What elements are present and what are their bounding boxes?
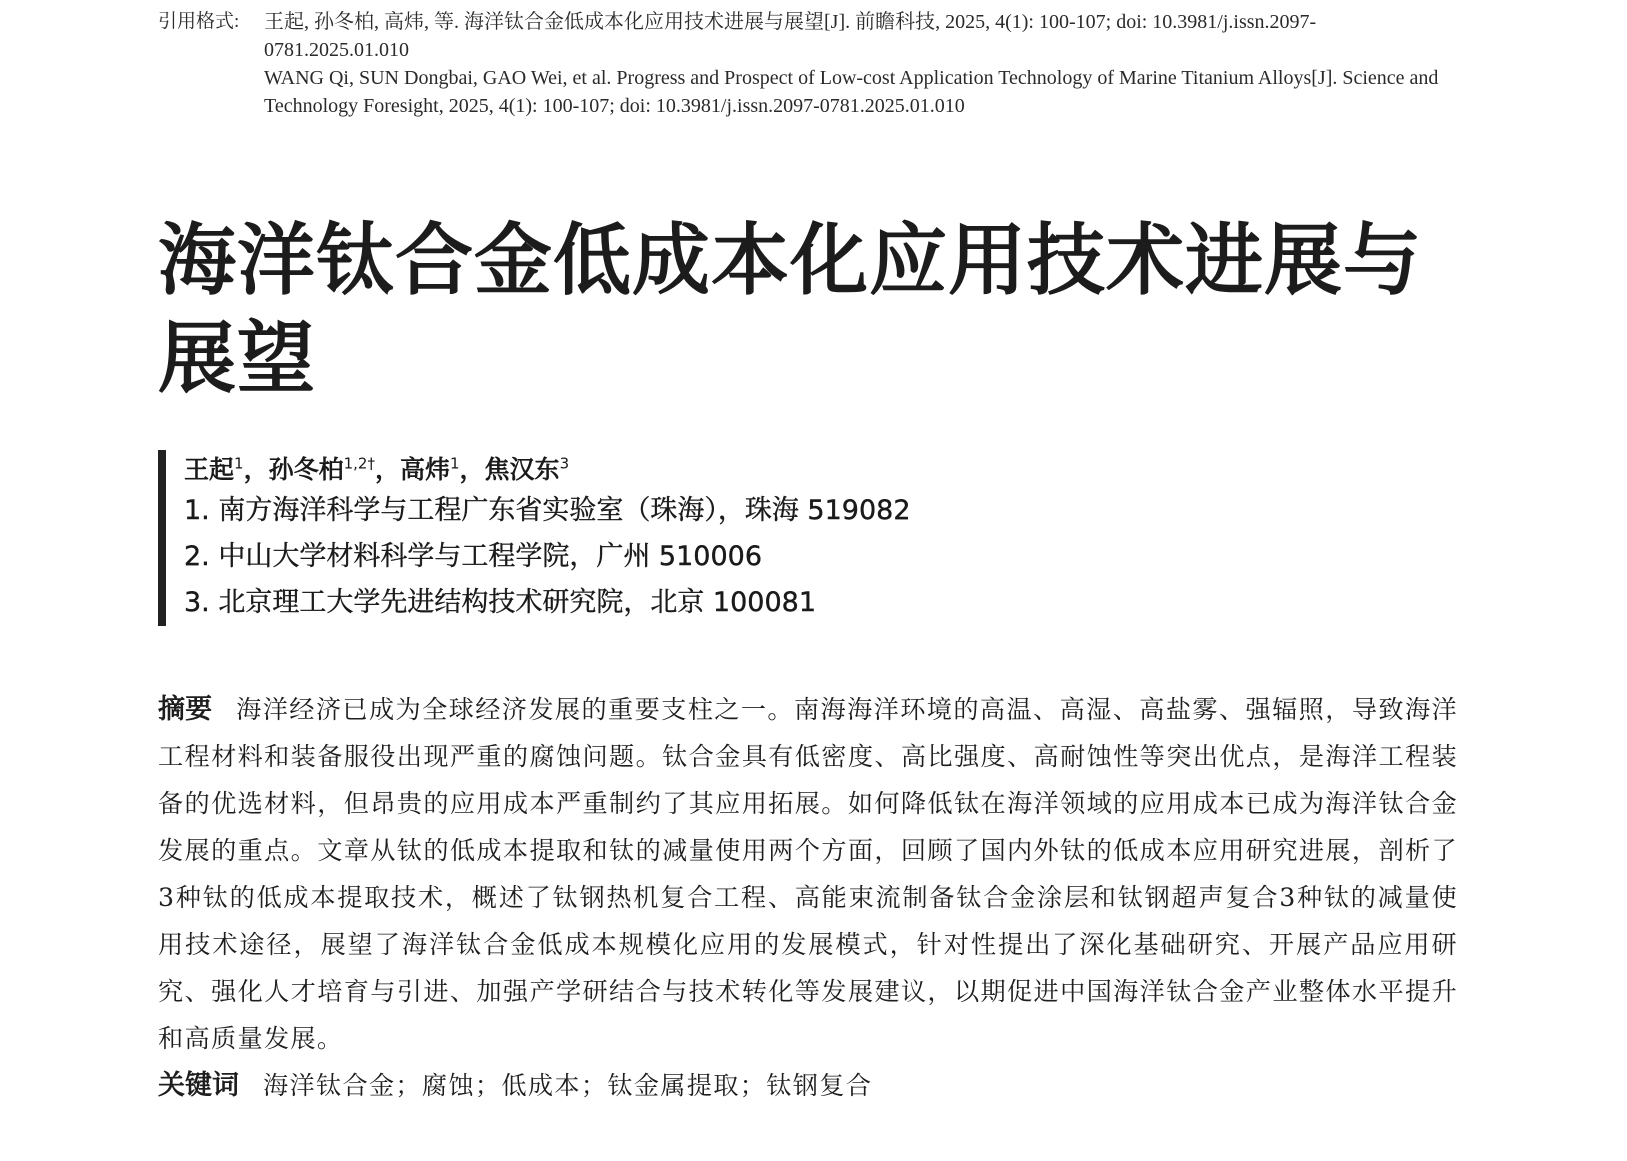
author-separator: ， xyxy=(374,455,400,484)
abstract xyxy=(158,686,1458,1062)
author-name: 王起 xyxy=(184,455,235,484)
citation-label: 引用格式: xyxy=(158,11,240,32)
keywords-text: 海洋钛合金；腐蚀；低成本；钛金属提取；钛钢复合 xyxy=(263,1071,873,1100)
abstract-text: 海洋经济已成为全球经济发展的重要支柱之一。南海海洋环境的高温、高湿、高盐雾、强辐照，导致海洋工程材料和装备服役出现严重的腐蚀问题。钛合金具有低密度、高比强度、高耐蚀性等突出优点，是海洋工程装备的优选材料，但昂贵的应用成本严重制约了其应用拓展。如何降低钛在海洋领域的应用成本已成为海洋钛合金发展的重点。文章从钛的低成本提取和钛的减量使用两个方面，回顾了国内外钛的低成本应用研究进展，剖析了3种钛的低成本提取技术，概述了钛钢热机复合工程、高能束流制备钛合金涂层和钛钢超声复合3种钛的减量使用技术途径，展望了海洋钛合金低成本规模化应用的发展模式，针对性提出了深化基础研究、开展产品应用研究、强化人才培育与引进、加强产学研结合与技术转化等发展建议，以期促进中国海洋钛合金产业整体水平提升和高质量发展。 xyxy=(158,695,1458,1053)
author-affiliation-mark: 1,2† xyxy=(343,454,375,473)
affiliation: 3. 北京理工大学先进结构技术研究院，北京 100081 xyxy=(184,587,816,618)
author-affiliation-mark: 1 xyxy=(234,454,244,473)
affiliation: 1. 南方海洋科学与工程广东省实验室（珠海），珠海 519082 xyxy=(184,495,911,526)
author-separator: ， xyxy=(459,455,485,484)
citation-block xyxy=(158,8,1458,120)
authors-affiliations-block xyxy=(158,450,1458,626)
affiliation: 2. 中山大学材料科学与工程学院，广州 510006 xyxy=(184,541,762,572)
author-affiliation-mark: 3 xyxy=(559,454,570,473)
keywords xyxy=(158,1062,1458,1109)
paper-title: 海洋钛合金低成本化应用技术进展与展望 xyxy=(158,216,1423,404)
paper-page xyxy=(158,8,1458,1109)
author xyxy=(184,455,269,484)
author xyxy=(400,455,485,484)
author-separator: ， xyxy=(243,455,269,484)
author-name: 孙冬柏 xyxy=(268,455,344,484)
author-name: 高炜 xyxy=(399,455,450,484)
abstract-label: 摘要 xyxy=(158,694,213,725)
author-name: 焦汉东 xyxy=(484,455,560,484)
citation-zh: 王起, 孙冬柏, 高炜, 等. 海洋钛合金低成本化应用技术进展与展望[J]. 前瞻科技, 2025, 4(1): 100-107; doi: 10.3981/j.issn.2097-0781.2025.01.010 xyxy=(264,11,1317,61)
author xyxy=(485,455,570,484)
author xyxy=(269,455,400,484)
author-affiliation-mark: 1 xyxy=(449,454,460,473)
keywords-label: 关键词 xyxy=(158,1070,239,1101)
citation-en: WANG Qi, SUN Dongbai, GAO Wei, et al. Progress and Prospect of Low-cost Application Technology of Marine Titanium Alloys[J]. Science and Technology Foresight, 2025, 4(1): 100-107; doi: 10.3981/j.issn.2097-0781.2025.01.010 xyxy=(264,67,1439,117)
citation-zh-row xyxy=(158,8,1458,64)
author-list xyxy=(184,450,1458,488)
